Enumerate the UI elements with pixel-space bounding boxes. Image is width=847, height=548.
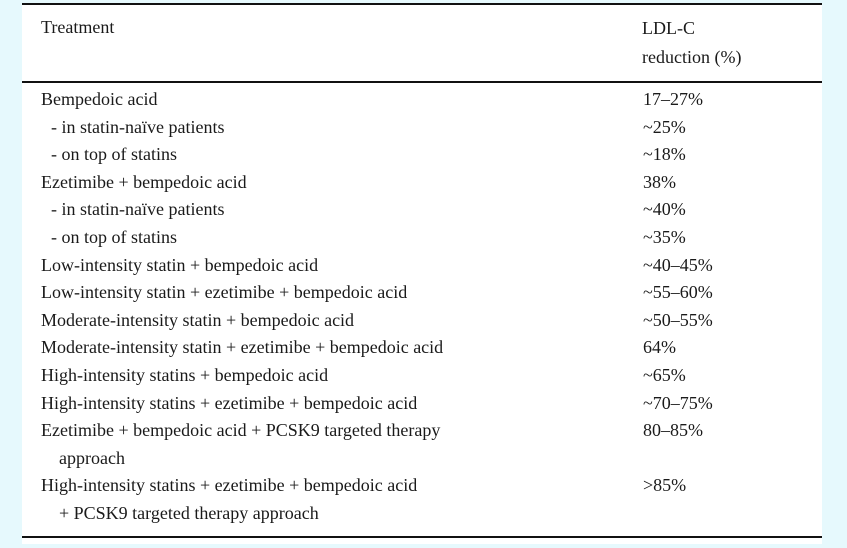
table-row xyxy=(22,362,822,390)
treatment-cell: Bempedoic acid xyxy=(41,89,158,109)
table-row xyxy=(22,307,822,335)
ldl-reduction-cell: 38% xyxy=(643,171,676,192)
ldl-reduction-cell: ~65% xyxy=(643,364,686,385)
ldl-reduction-cell: ~18% xyxy=(643,144,686,165)
ldl-reduction-cell: ~55–60% xyxy=(643,282,713,303)
ldl-reduction-cell: ~40% xyxy=(643,199,686,220)
treatment-cell: - on top of statins xyxy=(51,226,177,247)
header-treatment: Treatment xyxy=(41,17,115,37)
treatment-cell: Low-intensity statin + bempedoic acid xyxy=(41,254,319,275)
table-row xyxy=(22,169,822,197)
table-row xyxy=(22,196,822,224)
treatment-cell-continuation: + PCSK9 targeted therapy approach xyxy=(59,502,319,523)
ldl-reduction-cell: 17–27% xyxy=(643,89,703,109)
ldl-reduction-cell: ~40–45% xyxy=(643,254,713,275)
treatment-cell: High-intensity statins + ezetimibe + bempedoic acid xyxy=(41,475,418,496)
ldl-reduction-cell: 64% xyxy=(643,337,676,358)
treatment-cell: Low-intensity statin + ezetimibe + bempedoic acid xyxy=(41,282,408,303)
treatment-cell: Ezetimibe + bempedoic acid xyxy=(41,171,247,192)
treatment-cell: High-intensity statins + bempedoic acid xyxy=(41,364,329,385)
table-row xyxy=(22,390,822,418)
header-ldl-line1: LDL-C xyxy=(642,18,695,38)
table-row xyxy=(22,86,822,114)
ldl-reduction-cell: ~70–75% xyxy=(643,392,713,413)
table-body xyxy=(22,86,822,528)
treatment-cell: High-intensity statins + ezetimibe + bempedoic acid xyxy=(41,392,418,413)
table-row xyxy=(22,472,822,527)
ldl-reduction-cell: ~35% xyxy=(643,226,686,247)
treatment-cell-continuation: approach xyxy=(59,447,125,468)
table-row xyxy=(22,417,822,472)
table-top-rule xyxy=(22,3,822,5)
header-ldl-reduction xyxy=(642,14,741,72)
table-row xyxy=(22,252,822,280)
treatment-cell: - on top of statins xyxy=(51,144,177,165)
table-panel xyxy=(22,3,822,544)
table-bottom-rule xyxy=(22,536,822,538)
ldl-reduction-cell: >85% xyxy=(643,475,687,496)
table-row xyxy=(22,224,822,252)
header-ldl-line2: reduction (%) xyxy=(642,47,742,67)
treatment-cell: - in statin-naïve patients xyxy=(51,199,225,220)
treatment-cell: Ezetimibe + bempedoic acid + PCSK9 targeted therapy xyxy=(41,420,441,441)
table-header-rule xyxy=(22,81,822,83)
table-row xyxy=(22,279,822,307)
treatment-cell: Moderate-intensity statin + bempedoic acid xyxy=(41,309,355,330)
ldl-reduction-cell: ~50–55% xyxy=(643,309,713,330)
table-row xyxy=(22,141,822,169)
table-row xyxy=(22,334,822,362)
treatment-cell: Moderate-intensity statin + ezetimibe + bempedoic acid xyxy=(41,337,444,358)
ldl-reduction-cell: 80–85% xyxy=(643,420,703,441)
table-row xyxy=(22,114,822,142)
treatment-cell: - in statin-naïve patients xyxy=(51,116,225,137)
ldl-reduction-cell: ~25% xyxy=(643,116,686,137)
